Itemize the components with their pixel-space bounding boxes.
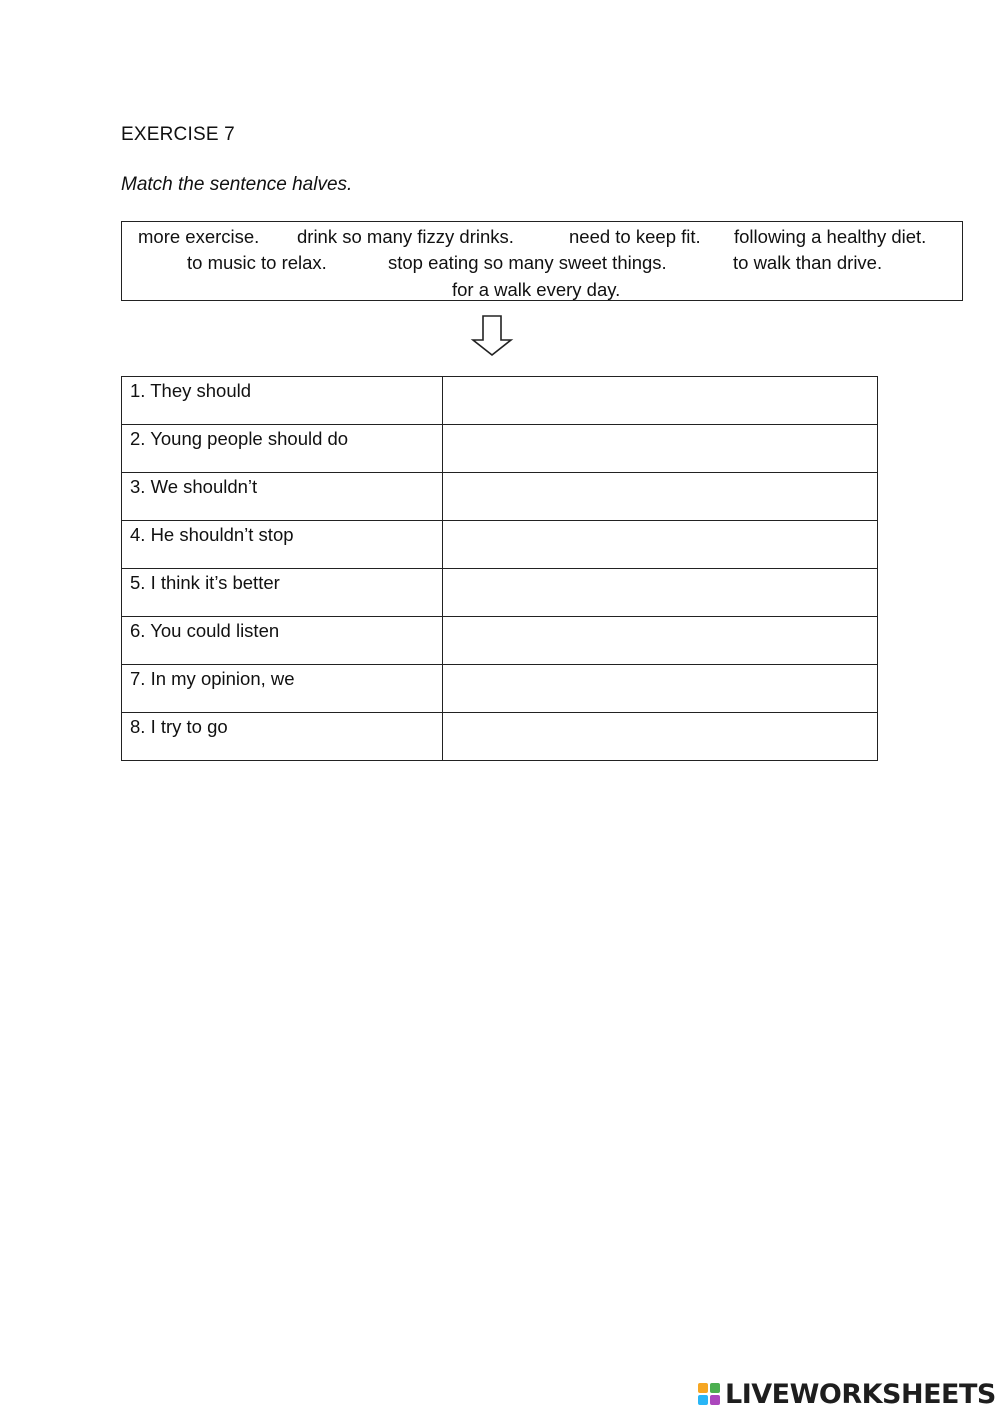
table-row [122,521,878,569]
sentence-start: 1. They should [122,377,443,425]
answer-input[interactable] [451,665,881,711]
answer-input[interactable] [451,377,881,423]
answer-cell [443,521,878,569]
sentence-start: 3. We shouldn’t [122,473,443,521]
answer-input[interactable] [451,425,881,471]
matching-table [121,376,878,761]
answer-cell [443,569,878,617]
answer-input[interactable] [451,617,881,663]
answer-input[interactable] [451,713,881,759]
word-bank-item: to walk than drive. [733,252,883,273]
word-bank-item: following a healthy diet. [734,226,927,247]
word-bank-item: more exercise. [138,226,260,247]
sentence-start: 5. I think it’s better [122,569,443,617]
sentence-start: 2. Young people should do [122,425,443,473]
word-bank-item: to music to relax. [187,252,327,273]
table-row [122,473,878,521]
answer-input[interactable] [451,569,881,615]
answer-cell [443,617,878,665]
table-row [122,713,878,761]
word-bank-item: drink so many fizzy drinks. [297,226,514,247]
table-row [122,425,878,473]
table-row [122,377,878,425]
sentence-start: 6. You could listen [122,617,443,665]
answer-input[interactable] [451,521,881,567]
exercise-title: EXERCISE 7 [121,124,235,145]
answer-cell [443,665,878,713]
word-bank-item: need to keep fit. [569,226,701,247]
exercise-instruction: Match the sentence halves. [121,174,353,195]
sentence-start: 4. He shouldn’t stop [122,521,443,569]
table-row [122,665,878,713]
down-arrow-icon [470,314,514,358]
liveworksheets-logo-icon [698,1381,722,1407]
answer-cell [443,377,878,425]
brand-name: LIVEWORKSHEETS [725,1378,996,1410]
table-row [122,569,878,617]
word-bank-item: for a walk every day. [452,279,621,300]
word-bank-item: stop eating so many sweet things. [388,252,667,273]
word-bank [121,221,963,301]
table-row [122,617,878,665]
liveworksheets-logo [698,1378,996,1410]
answer-cell [443,473,878,521]
sentence-start: 8. I try to go [122,713,443,761]
answer-cell [443,425,878,473]
answer-input[interactable] [451,473,881,519]
answer-cell [443,713,878,761]
sentence-start: 7. In my opinion, we [122,665,443,713]
